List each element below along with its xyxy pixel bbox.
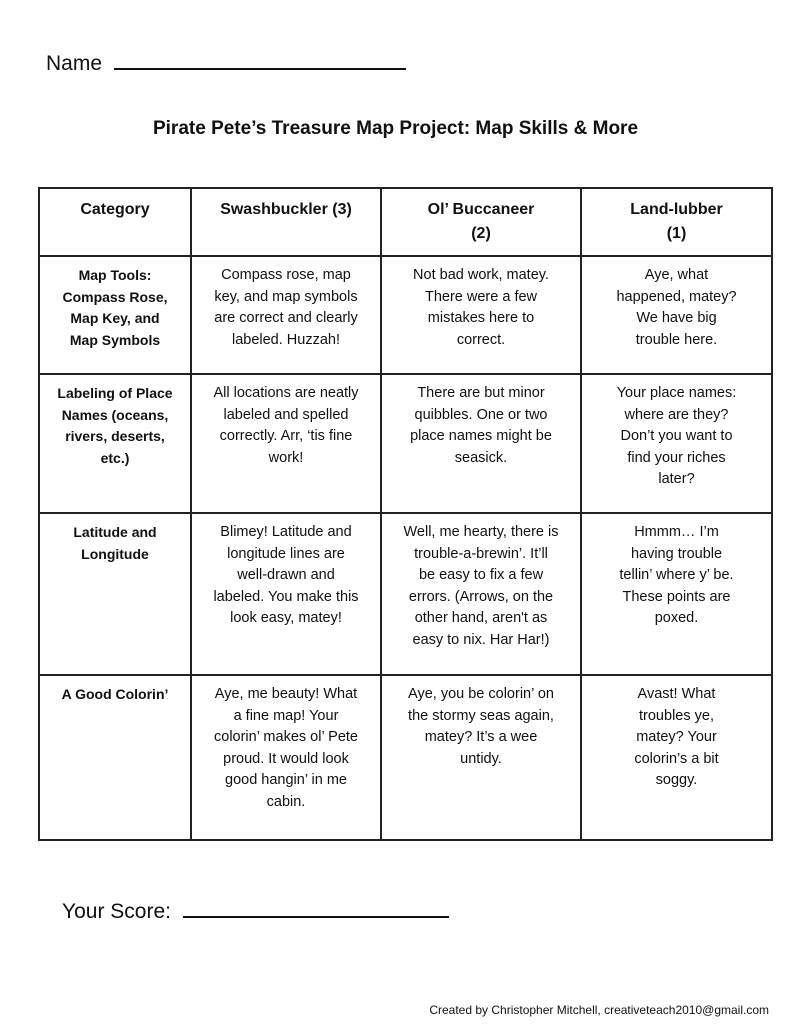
- header-category: Category: [39, 188, 191, 256]
- table-row: [39, 256, 772, 374]
- score-blank-line[interactable]: [183, 916, 449, 918]
- rubric-cell: Aye, what happened, matey? We have big trouble here.: [581, 256, 772, 374]
- category-cell: Latitude and Longitude: [39, 513, 191, 675]
- score-field: [62, 900, 449, 924]
- table-row: [39, 675, 772, 840]
- category-cell: A Good Colorin’: [39, 675, 191, 840]
- category-cell: Map Tools: Compass Rose, Map Key, and Map Symbols: [39, 256, 191, 374]
- header-landlubber: Land-lubber (1): [581, 188, 772, 256]
- rubric-cell: Hmmm… I’m having trouble tellin’ where y’ be. These points are poxed.: [581, 513, 772, 675]
- name-label: Name: [46, 52, 103, 75]
- rubric-cell: Avast! What troubles ye, matey? Your colorin’s a bit soggy.: [581, 675, 772, 840]
- header-buccaneer: Ol’ Buccaneer (2): [381, 188, 581, 256]
- rubric-cell: Compass rose, map key, and map symbols are correct and clearly labeled. Huzzah!: [191, 256, 381, 374]
- rubric-cell: Well, me hearty, there is trouble-a-brewin’. It’ll be easy to fix a few errors. (Arrows, on the other hand, aren't as easy to nix. Har Har!): [381, 513, 581, 675]
- rubric-cell: There are but minor quibbles. One or two place names might be seasick.: [381, 374, 581, 513]
- table-row: [39, 374, 772, 513]
- rubric-table: [38, 187, 773, 841]
- header-row: [39, 188, 772, 256]
- category-cell: Labeling of Place Names (oceans, rivers, deserts, etc.): [39, 374, 191, 513]
- rubric-cell: Aye, you be colorin’ on the stormy seas again, matey? It’s a wee untidy.: [381, 675, 581, 840]
- header-swashbuckler: Swashbuckler (3): [191, 188, 381, 256]
- name-blank-line[interactable]: [114, 68, 406, 70]
- table-row: [39, 513, 772, 675]
- score-label: Your Score:: [62, 900, 171, 923]
- page-title: Pirate Pete’s Treasure Map Project: Map Skills & More: [152, 118, 639, 139]
- rubric-cell: All locations are neatly labeled and spelled correctly. Arr, ‘tis fine work!: [191, 374, 381, 513]
- rubric-cell: Not bad work, matey. There were a few mistakes here to correct.: [381, 256, 581, 374]
- rubric-cell: Your place names: where are they? Don’t you want to find your riches later?: [581, 374, 772, 513]
- name-field: [46, 52, 406, 76]
- rubric-cell: Blimey! Latitude and longitude lines are well-drawn and labeled. You make this look easy, matey!: [191, 513, 381, 675]
- credit-line: Created by Christopher Mitchell, creativeteach2010@gmail.com: [429, 1003, 769, 1017]
- rubric-cell: Aye, me beauty! What a fine map! Your colorin’ makes ol’ Pete proud. It would look good hangin’ in me cabin.: [191, 675, 381, 840]
